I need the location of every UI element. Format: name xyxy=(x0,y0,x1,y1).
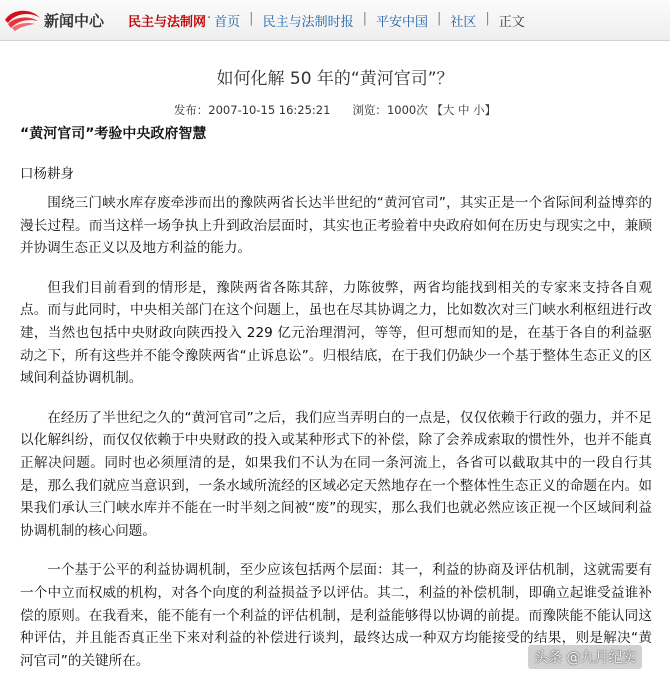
sina-eye-logo-icon xyxy=(2,6,42,34)
article-paragraph: 围绕三门峡水库存废牵涉而出的豫陕两省长达半世纪的“黄河官司”，其实正是一个省际间利益博弈的漫长过程。而当这样一场争执上升到政治层面时，其实也正考验着中央政府如何在历史与现实之中，兼顾并协调生态正义以及地方利益的能力。 xyxy=(20,195,652,257)
publish-time: 2007-10-15 16:25:21 xyxy=(208,103,331,117)
article-meta xyxy=(0,102,670,118)
breadcrumb xyxy=(128,11,525,30)
article-body xyxy=(20,192,652,689)
breadcrumb-separator: · xyxy=(207,11,212,26)
article-subheadline: “黄河官司”考验中央政府智慧 xyxy=(20,126,207,142)
news-center-logo[interactable] xyxy=(2,6,120,34)
breadcrumb-site[interactable]: 民主与法制网 xyxy=(128,15,207,30)
breadcrumb-community[interactable]: 社区 xyxy=(450,15,477,30)
breadcrumb-current: 正文 xyxy=(498,15,525,30)
watermark-badge xyxy=(528,645,642,669)
watermark-text: 头条 @九月纪实 xyxy=(534,650,637,666)
breadcrumb-safe-china[interactable]: 平安中国 xyxy=(375,15,428,30)
breadcrumb-separator: | xyxy=(249,11,254,26)
article-paragraph: 但我们目前看到的情形是，豫陕两省各陈其辞，力陈彼弊，两省均能找到相关的专家来支持各自观点。而与此同时，中央相关部门在这个问题上，虽也在尽其协调之力，比如数次对三门峡水利枢纽进行改建，当然也包括中央财政向陕西投入 229 亿元治理渭河，等等，但可想而知的是，在基于各自的利益驱动之下，所有这些并不能令豫陕两省“止诉息讼”。归根结底，在于我们仍缺少一个基于整体生态正义的区域间利益协调机制。 xyxy=(20,279,652,387)
breadcrumb-home[interactable]: 首页 xyxy=(214,15,241,30)
article-title: 如何化解 50 年的“黄河官司”？ xyxy=(216,69,454,89)
top-navigation-bar xyxy=(0,0,670,41)
watermark xyxy=(528,644,642,670)
logo-text: 新闻中心 xyxy=(44,12,105,30)
font-size-selector[interactable]: 【大 中 小】 xyxy=(431,103,497,117)
article-byline: 口杨耕身 xyxy=(20,166,74,182)
breadcrumb-separator: | xyxy=(485,11,490,26)
article-paragraph: 在经历了半世纪之久的“黄河官司”之后，我们应当弄明白的一点是，仅仅依赖于行政的强力，并不足以化解纠纷，而仅仅依赖于中央财政的投入或某种形式下的补偿，除了会养成索取的惯性外，也并不能真正解决问题。同时也必须厘清的是，如果我们不认为在同一条河流上，各省可以截取其中的一段自行其是，那么我们就应当意识到，一条水域所流经的区域必定天然地存在一个整体性生态正义的命题在内。如果我们承认三门峡水库并不能在一时半刻之间被“废”的现实，那么我们也就必然应该正视一个区域间利益协调机制的核心问题。 xyxy=(20,409,652,539)
views-count: 1000次 xyxy=(386,103,428,117)
breadcrumb-times[interactable]: 民主与法制时报 xyxy=(262,15,354,30)
breadcrumb-separator: | xyxy=(362,11,367,26)
breadcrumb-separator: | xyxy=(436,11,442,26)
publish-label: 发布： xyxy=(173,103,209,117)
article-paragraph: 一个基于公平的利益协调机制，至少应该包括两个层面：其一，利益的协商及评估机制，这就需要有一个中立而权威的机构，对各个向度的利益损益予以评估。其二，利益的补偿机制，即确立起谁受益谁补偿的原则。在我看来，能不能有一个利益的评估机制，是利益能够得以协调的前提。而豫陕能不能认同这种评估，并且能否真正坐下来对利益的补偿进行谈判，最终达成一种双方均能接受的结果，则是解决“黄河官司”的关键所在。 xyxy=(20,562,652,669)
views-label: 浏览： xyxy=(352,103,387,117)
